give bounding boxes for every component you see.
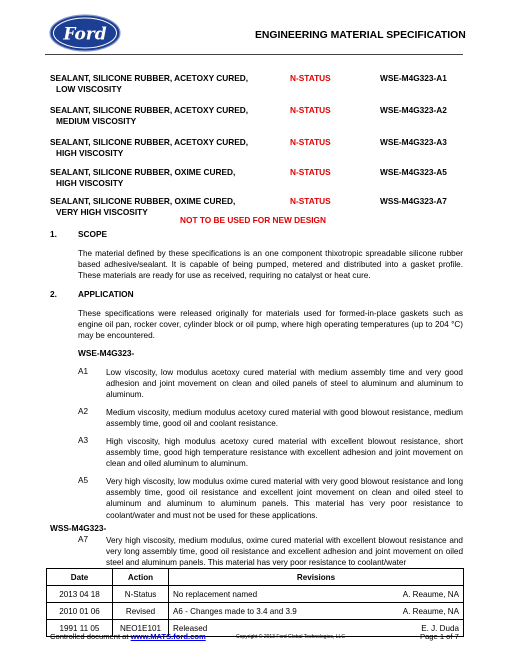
revision-action: Revised: [113, 603, 169, 620]
table-row: [47, 603, 464, 620]
application-paragraph: These specifications were released originally for materials used for formed-in-place gaskets such as engine oil pan, rocker cover, cylinder block or oil pump, where high operating temperatures (up to 204 °C) may be encountered.: [78, 309, 463, 341]
item-code: A7: [78, 535, 89, 544]
page-number: Page 1 of 7: [420, 632, 459, 641]
material-description: SEALANT, SILICONE RUBBER, ACETOXY CURED, HIGH VISCOSITY: [50, 137, 249, 158]
revision-signature: E. J. Duda: [367, 620, 464, 637]
item-code: A2: [78, 407, 89, 416]
revision-date: 2013 04 18: [47, 586, 113, 603]
item-code: A5: [78, 476, 89, 485]
header-divider: [45, 54, 463, 55]
item-description: Very high viscosity, medium modulus, oxime cured material with excellent blowout resistance and very long assembly time, good oil resistance and excellent adhesion and joint movement on oiled steel and aluminum panels. This material has very poor resistance to coolant/water: [106, 536, 463, 568]
revision-text: Released: [169, 620, 367, 637]
material-status: N-STATUS: [290, 73, 331, 83]
item-code: A1: [78, 367, 89, 376]
controlled-prefix: Controlled document at: [50, 632, 129, 641]
revision-signature: A. Reaume, NA: [367, 586, 464, 603]
item-code: A3: [78, 436, 89, 445]
material-description: SEALANT, SILICONE RUBBER, OXIME CURED, HIGH VISCOSITY: [50, 167, 236, 188]
material-description: SEALANT, SILICONE RUBBER, ACETOXY CURED, MEDIUM VISCOSITY: [50, 105, 249, 126]
column-header-date: Date: [47, 569, 113, 586]
section-title-application: APPLICATION: [78, 289, 134, 299]
material-status: N-STATUS: [290, 196, 331, 206]
revision-text: No replacement named: [169, 586, 367, 603]
footer-controlled-document: [50, 632, 206, 641]
material-spec-number: WSE-M4G323-A2: [380, 105, 447, 115]
revision-date: 1991 11 05: [47, 620, 113, 637]
material-status: N-STATUS: [290, 137, 331, 147]
material-status: N-STATUS: [290, 105, 331, 115]
material-spec-number: WSE-M4G323-A3: [380, 137, 447, 147]
item-description: Very high viscosity, low modulus oxime cured material with very good blowout resistance and long assembly time, good oil resistance and excellent joint movement on clean and oiled steel to aluminum and aluminum to aluminum panels. This material has very poor resistance to coolant/water and must not be used for these applications.: [106, 477, 463, 520]
section-title-scope: SCOPE: [78, 229, 108, 239]
table-header-row: [47, 569, 464, 586]
column-header-revisions: Revisions: [169, 569, 464, 586]
scope-paragraph: The material defined by these specifications is an one component thixotropic spreadable silicone rubber based adhesive/sealant. It is capable of being pumped, metered and distributed into a gasket profile. These materials are ready for use as received, requiring no catalyst or heat cure.: [78, 249, 463, 281]
revision-action: N-Status: [113, 586, 169, 603]
wse-subheading: WSE-M4G323-: [78, 348, 135, 358]
revisions-table: [46, 568, 464, 637]
table-row: [47, 586, 464, 603]
material-description: SEALANT, SILICONE RUBBER, OXIME CURED, VERY HIGH VISCOSITY: [50, 196, 236, 217]
revision-text: A6 - Changes made to 3.4 and 3.9: [169, 603, 367, 620]
item-description: Medium viscosity, medium modulus acetoxy cured material with good blowout resistance, medium assembly time, good oil and coolant resistance.: [106, 408, 463, 429]
material-spec-number: WSE-M4G323-A1: [380, 73, 447, 83]
revision-date: 2010 01 06: [47, 603, 113, 620]
ford-logo: [49, 14, 121, 52]
not-for-new-design-notice: NOT TO BE USED FOR NEW DESIGN: [180, 215, 326, 225]
material-spec-number: WSS-M4G323-A7: [380, 196, 447, 206]
footer-copyright: Copyright © 2013 Ford Global Technologies, LLC: [236, 634, 345, 640]
wss-subheading: WSS-M4G323-: [50, 523, 107, 533]
revision-action: NEO1E101: [113, 620, 169, 637]
section-number: 2.: [50, 289, 57, 299]
item-description: Low viscosity, low modulus acetoxy cured material with medium assembly time and very good adhesion and joint movement on clean and oiled panels of steel to aluminum and aluminum to aluminum.: [106, 368, 463, 400]
logo-text: Ford: [63, 24, 107, 45]
column-header-action: Action: [113, 569, 169, 586]
item-description: High viscosity, high modulus acetoxy cured material with excellent blowout resistance, short assembly time, good high temperature resistance with excellent adhesion and joint movement on clean and oiled aluminum to aluminum.: [106, 437, 463, 469]
document-title: ENGINEERING MATERIAL SPECIFICATION: [255, 30, 466, 41]
mats-link[interactable]: www.MATS.ford.com: [130, 632, 206, 641]
material-spec-number: WSE-M4G323-A5: [380, 167, 447, 177]
revision-signature: A. Reaume, NA: [367, 603, 464, 620]
material-description: SEALANT, SILICONE RUBBER, ACETOXY CURED, LOW VISCOSITY: [50, 73, 249, 94]
section-number: 1.: [50, 229, 57, 239]
material-status: N-STATUS: [290, 167, 331, 177]
